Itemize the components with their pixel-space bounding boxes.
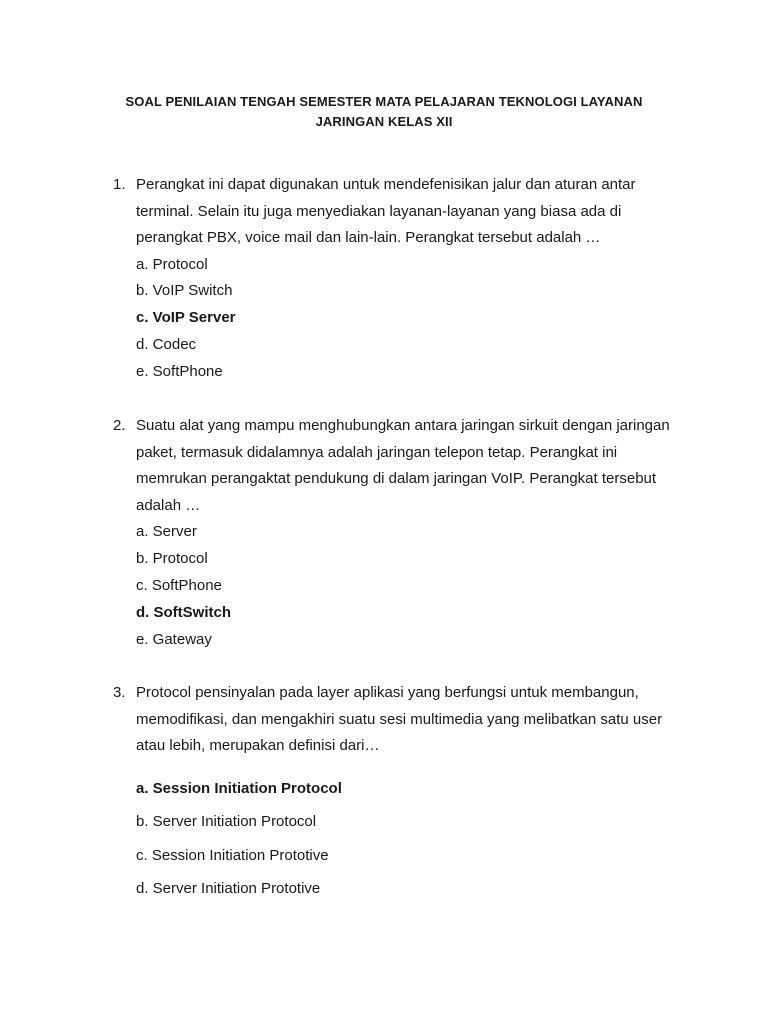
question-1-option-c-correct: c. VoIP Server xyxy=(136,309,236,326)
question-2-number: 2. xyxy=(113,417,126,434)
question-2-line: memrukan perangaktat pendukung di dalam jaringan VoIP. Perangkat tersebut xyxy=(136,470,657,488)
question-1-line: Perangkat ini dapat digunakan untuk mendefenisikan jalur dan aturan antar xyxy=(136,176,636,193)
question-1-option-e: e. SoftPhone xyxy=(136,363,223,380)
question-1-number: 1. xyxy=(113,176,126,193)
question-3-text xyxy=(136,680,681,760)
question-3-number: 3. xyxy=(113,684,126,701)
question-1-option-d: d. Codec xyxy=(136,336,197,353)
question-2-line: paket, termasuk didalamnya adalah jaringan telepon tetap. Perangkat ini xyxy=(136,443,618,461)
question-2-option-a: a. Server xyxy=(136,523,197,540)
question-2-option-e: e. Gateway xyxy=(136,631,212,648)
document-title-line-2: JARINGAN KELAS XII xyxy=(315,114,453,129)
question-1-option-a: a. Protocol xyxy=(136,256,208,273)
question-2-text xyxy=(136,413,681,520)
question-1-line: terminal. Selain itu juga menyediakan layanan-layanan yang biasa ada di xyxy=(136,202,622,220)
question-1-line: perangkat PBX, voice mail dan lain-lain. Perangkat tersebut adalah … xyxy=(136,229,601,247)
question-3-option-d: d. Server Initiation Prototive xyxy=(136,880,321,897)
question-3-line: memodifikasi, dan mengakhiri suatu sesi multimedia yang melibatkan satu user xyxy=(136,710,663,728)
question-3-line: Protocol pensinyalan pada layer aplikasi yang berfungsi untuk membangun, xyxy=(136,684,639,701)
question-3-line: atau lebih, merupakan definisi dari… xyxy=(136,737,380,755)
question-3-option-a-correct: a. Session Initiation Protocol xyxy=(136,780,342,797)
question-1-option-b: b. VoIP Switch xyxy=(136,282,233,299)
question-2-line: adalah … xyxy=(136,497,201,515)
question-3-option-b: b. Server Initiation Protocol xyxy=(136,813,317,830)
question-1-text xyxy=(136,172,681,252)
question-2-option-c: c. SoftPhone xyxy=(136,577,222,594)
question-2-line: Suatu alat yang mampu menghubungkan antara jaringan sirkuit dengan jaringan xyxy=(136,417,670,434)
question-2-option-d-correct: d. SoftSwitch xyxy=(136,604,231,621)
document-title-line-1: SOAL PENILAIAN TENGAH SEMESTER MATA PELAJARAN TEKNOLOGI LAYANAN xyxy=(125,94,643,109)
question-2-option-b: b. Protocol xyxy=(136,550,208,567)
question-3-option-c: c. Session Initiation Prototive xyxy=(136,847,329,864)
